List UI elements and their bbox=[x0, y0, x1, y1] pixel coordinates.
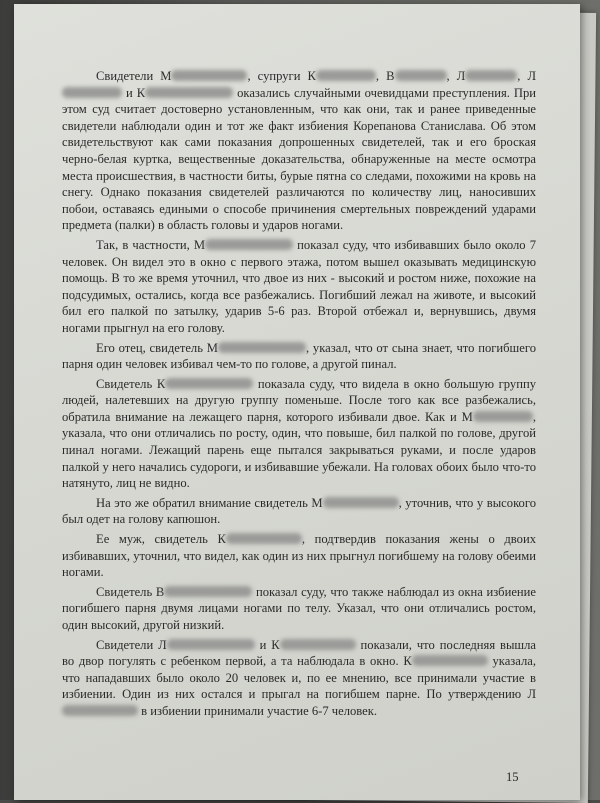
paragraph-text: показал суду, что также наблюдал из окна избиение погибшего парня двумя лицами ногами по телу. Указал, что они отличались ростом, один высокий, другой низкий. bbox=[62, 584, 536, 632]
redacted-name bbox=[167, 639, 255, 650]
redacted-name bbox=[395, 70, 447, 81]
paragraph bbox=[62, 637, 536, 720]
paragraph-text: показала суду, что видела в окно большую группу людей, налетевших на другую группу поменьше. После того как все разбежались, обратила внимание на лежащего парня, которого избивали двое. Как и М bbox=[62, 376, 536, 424]
paragraph-text: , указал, что от сына знает, что погибшего парня один человек избивал чем-то по голове, а другой пинал. bbox=[62, 340, 536, 372]
paragraph-text: оказались случайными очевидцами преступления. При этом суд считает достоверно установленным, что как они, так и ранее приведенные свидетели наблюдали один и тот же факт избиения Корепанова Станислава. Об этом свидетельствуют как сами показания допрошенных свидетелей, так и его броская черно-белая куртка, вещественные доказательства, обнаруженные на месте осмотра места происшествия, в частности биты, бурые пятна со следами, похожими на кровь на снегу. Однако показания свидетелей различаются по количеству лиц, наносивших побои, оставаясь едиными о способе причинения смертельных повреждений ударами предмета (палки) в область головы и ударов ногами. bbox=[62, 85, 536, 233]
redacted-name bbox=[280, 639, 356, 650]
redacted-name bbox=[62, 705, 138, 716]
paragraph-text: , указала, что они отличались по росту, один, что повыше, бил палкой по голове, другой пинал ногами. Лежащий парень еще пытался закрываться руками, и после ударов палкой у него начались судороги, и избивавшие убежали. На головах обоих было что-то натянуто, лиц не видно. bbox=[62, 409, 536, 491]
page-number: 15 bbox=[506, 770, 519, 784]
paragraph bbox=[62, 68, 536, 234]
redacted-name bbox=[165, 378, 253, 389]
paragraph-text: Так, в частности, М bbox=[96, 237, 206, 252]
redacted-name bbox=[465, 70, 517, 81]
paragraph-text: Свидетели Л bbox=[96, 637, 167, 652]
paragraph-text: , Л bbox=[517, 69, 537, 83]
redacted-name bbox=[145, 87, 233, 98]
paragraph-text: в избиении принимали участие 6-7 человек. bbox=[138, 703, 378, 718]
paragraph-text: Свидетель В bbox=[96, 584, 165, 599]
redacted-name bbox=[473, 411, 533, 422]
paragraph-text: Свидетель К bbox=[96, 376, 166, 391]
redacted-name bbox=[164, 586, 252, 597]
paragraph-text: и К bbox=[122, 85, 146, 100]
redacted-name bbox=[226, 533, 302, 544]
paragraph bbox=[62, 584, 536, 634]
document-page bbox=[14, 4, 580, 800]
paragraph-text: , супруги К bbox=[247, 69, 316, 83]
redacted-name bbox=[171, 70, 247, 81]
redacted-name bbox=[205, 239, 293, 250]
paragraph-text: указала, что нападавших было около 20 человек и, по ее мнению, все принимали участие в избиении. Один из них остался и прыгал на погибшем парне. По утверждению Л bbox=[62, 654, 536, 702]
paragraph-text: , подтвердив показания жены о двоих избивавших, уточнил, что видел, как один из них прыгнул погибшему на голову обеими ногами. bbox=[62, 532, 536, 580]
paragraph-text: На это же обратил внимание свидетель М bbox=[96, 495, 323, 510]
paragraph bbox=[62, 340, 536, 373]
paragraph-text: и К bbox=[254, 637, 280, 652]
paragraph bbox=[62, 237, 536, 337]
document-body bbox=[62, 68, 536, 723]
paragraph-text: показали, что последняя вышла во двор погулять с ребенком первой, а та наблюдала в окно. К bbox=[62, 637, 537, 669]
paragraph-text: , В bbox=[375, 69, 395, 83]
redacted-name bbox=[218, 342, 306, 353]
paragraph-text: показал суду, что избивавших было около 7 человек. Он видел это в окно с первого этажа, потом вышел оказывать медицинскую помощь. В то же время уточнил, что двое из них - высокий и ростом ниже, похожие на подсудимых, остались, когда все разбежались. Погибший лежал на животе, и высокий бил его палкой по затылку, ударив 5-6 раз. Второй отбежал и, вернувшись, двумя ногами прыгнул на его голову. bbox=[62, 237, 536, 335]
redacted-name bbox=[323, 497, 399, 508]
redacted-name bbox=[62, 87, 122, 98]
paragraph bbox=[62, 531, 536, 581]
paragraph-text: Свидетели М bbox=[96, 69, 172, 83]
paragraph-text: Ее муж, свидетель К bbox=[96, 532, 226, 547]
paragraph bbox=[62, 376, 536, 492]
redacted-name bbox=[412, 655, 488, 666]
paragraph bbox=[62, 495, 536, 528]
paragraph-text: Его отец, свидетель М bbox=[96, 340, 218, 355]
paragraph-text: , уточнив, что у высокого был одет на голову капюшон. bbox=[62, 495, 536, 527]
paragraph-text: , Л bbox=[446, 69, 466, 83]
redacted-name bbox=[316, 70, 376, 81]
